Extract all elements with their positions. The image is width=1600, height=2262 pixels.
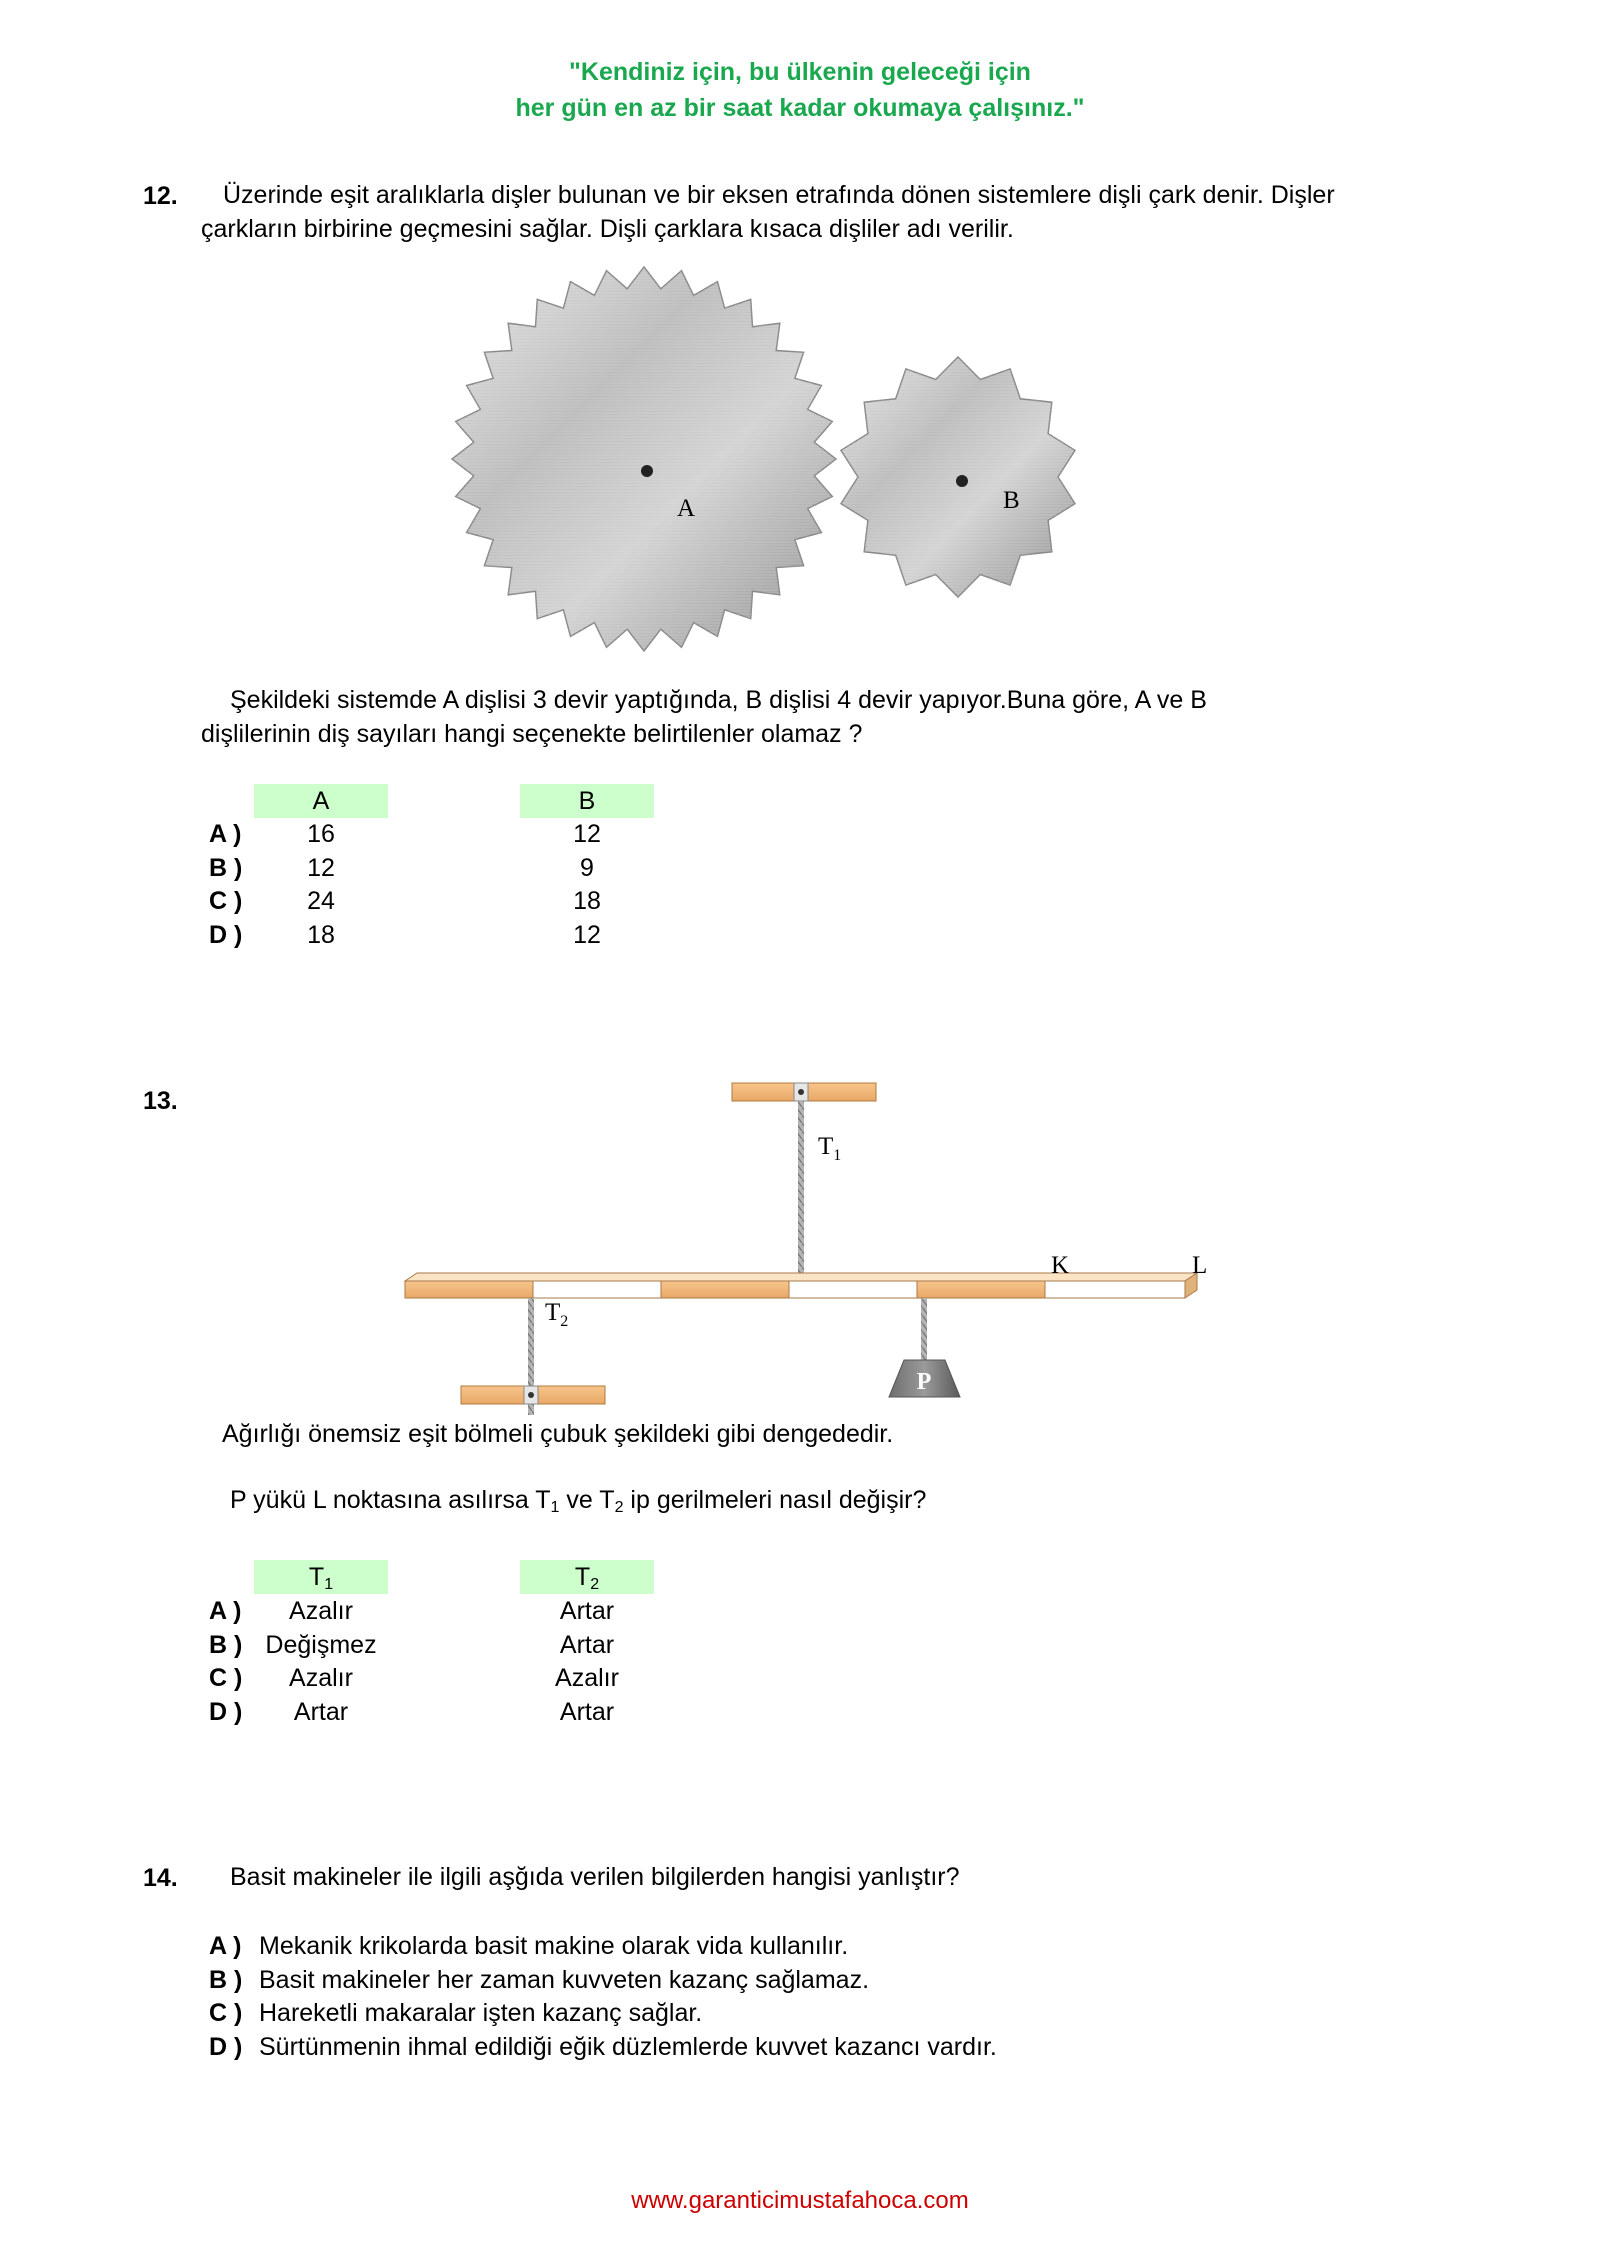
footer-website-link[interactable]: www.garanticimustafahoca.com (631, 2187, 969, 2214)
q13-option-b-label[interactable]: B ) (209, 1631, 243, 1659)
q13-option-a-t2: Artar (559, 1597, 615, 1625)
q14-option-d-label[interactable]: D ) (209, 2033, 243, 2061)
question-12-intro-line-1: Üzerinde eşit aralıklarla dişler bulunan ve bir eksen etrafında dönen sistemlere dişli çark denir. Dişler (223, 181, 1335, 209)
beam-segment-4 (789, 1281, 917, 1298)
q14-option-a-text[interactable]: Mekanik krikolarda basit makine olarak vida kullanılır. (259, 1932, 849, 1960)
q12-option-d-value-a: 18 (307, 921, 335, 949)
beam-segment-2 (533, 1281, 661, 1298)
beam-top-face (405, 1273, 1197, 1281)
beam-segment-1 (405, 1281, 533, 1298)
q13-col-t1-header: $T_1$ (254, 1560, 388, 1594)
q14-option-c-label[interactable]: C ) (209, 1999, 243, 2027)
q13-option-a-t1: Azalır (289, 1597, 353, 1625)
t1-label: $T_1$ (818, 1133, 842, 1164)
q12-option-a-value-a: 16 (307, 820, 335, 848)
q12-option-d-label[interactable]: D ) (209, 921, 243, 949)
question-12-text-line-1: Şekildeki sistemde A dişlisi 3 devir yaptığında, B dişlisi 4 devir yapıyor.Buna göre, A ve B (230, 686, 1207, 714)
gear-a-axle (641, 465, 653, 477)
question-14-text: Basit makineler ile ilgili aşğıda verilen bilgilerden hangisi yanlıştır? (230, 1863, 960, 1891)
gear-b-axle (956, 475, 968, 487)
q14-option-b-text[interactable]: Basit makineler her zaman kuvveten kazanç sağlamaz. (259, 1966, 870, 1994)
question-12-number: 12. (143, 182, 178, 210)
point-l-label: L (1192, 1252, 1208, 1279)
beam-segment-5 (917, 1281, 1045, 1298)
beam-segment-3 (661, 1281, 789, 1298)
q12-col-b-header: B (520, 784, 654, 818)
question-13-statement: Ağırlığı önemsiz eşit bölmeli çubuk şekildeki gibi dengededir. (222, 1420, 894, 1448)
q13-option-a-label[interactable]: A ) (209, 1597, 242, 1625)
q13-option-d-t2: Artar (559, 1698, 615, 1726)
lever-figure (400, 1075, 1230, 1415)
weight-p-label: P (916, 1369, 932, 1395)
q12-option-c-value-a: 24 (307, 887, 335, 915)
question-13-number: 13. (143, 1087, 178, 1115)
q12-option-a-label[interactable]: A ) (209, 820, 242, 848)
question-12-text-line-2: dişlilerinin diş sayıları hangi seçenekte belirtilenler olamaz ? (201, 720, 863, 748)
q13-option-d-t1: Artar (293, 1698, 349, 1726)
q14-option-b-label[interactable]: B ) (209, 1966, 243, 1994)
q12-option-c-value-b: 18 (573, 887, 601, 915)
q13-option-b-t2: Artar (559, 1631, 615, 1659)
q13-col-t2-header: $T_2$ (520, 1560, 654, 1594)
q13-option-b-t1: Değişmez (265, 1631, 377, 1659)
gear-b-label: B (1003, 487, 1020, 514)
motto-line-1: "Kendiniz için, bu ülkenin geleceği için (569, 58, 1031, 86)
q12-option-d-value-b: 12 (573, 921, 601, 949)
rope-t1 (798, 1101, 804, 1285)
point-k-label: K (1051, 1252, 1070, 1279)
gears-figure (420, 265, 1100, 665)
q13-option-c-label[interactable]: C ) (209, 1664, 243, 1692)
q14-option-d-text[interactable]: Sürtünmenin ihmal edildiği eğik düzlemlerde kuvvet kazancı vardır. (259, 2033, 997, 2061)
q12-option-a-value-b: 12 (573, 820, 601, 848)
q12-option-c-label[interactable]: C ) (209, 887, 243, 915)
q13-option-c-t1: Azalır (289, 1664, 353, 1692)
q13-option-d-label[interactable]: D ) (209, 1698, 243, 1726)
gear-a-label: A (677, 495, 696, 522)
q12-option-b-value-b: 9 (580, 854, 594, 882)
question-12-intro-line-2: çarkların birbirine geçmesini sağlar. Dişli çarklara kısaca dişliler adı verilir. (201, 215, 1014, 243)
t2-label: $T_2$ (545, 1299, 569, 1330)
beam (405, 1273, 1197, 1298)
rope-p (921, 1298, 927, 1360)
question-14-number: 14. (143, 1864, 178, 1892)
q14-option-c-text[interactable]: Hareketli makaralar işten kazanç sağlar. (259, 1999, 703, 2027)
q12-col-a-header: A (254, 784, 388, 818)
question-13-question: P yükü L noktasına asılırsa $T_1$ ve $T_2$ ip gerilmeleri nasıl değişir? (230, 1486, 927, 1516)
motto-line-2: her gün en az bir saat kadar okumaya çalışınız." (515, 94, 1085, 122)
q12-option-b-label[interactable]: B ) (209, 854, 243, 882)
q13-option-c-t2: Azalır (555, 1664, 619, 1692)
beam-segment-6 (1045, 1281, 1185, 1298)
q14-option-a-label[interactable]: A ) (209, 1932, 242, 1960)
q12-option-b-value-a: 12 (307, 854, 335, 882)
